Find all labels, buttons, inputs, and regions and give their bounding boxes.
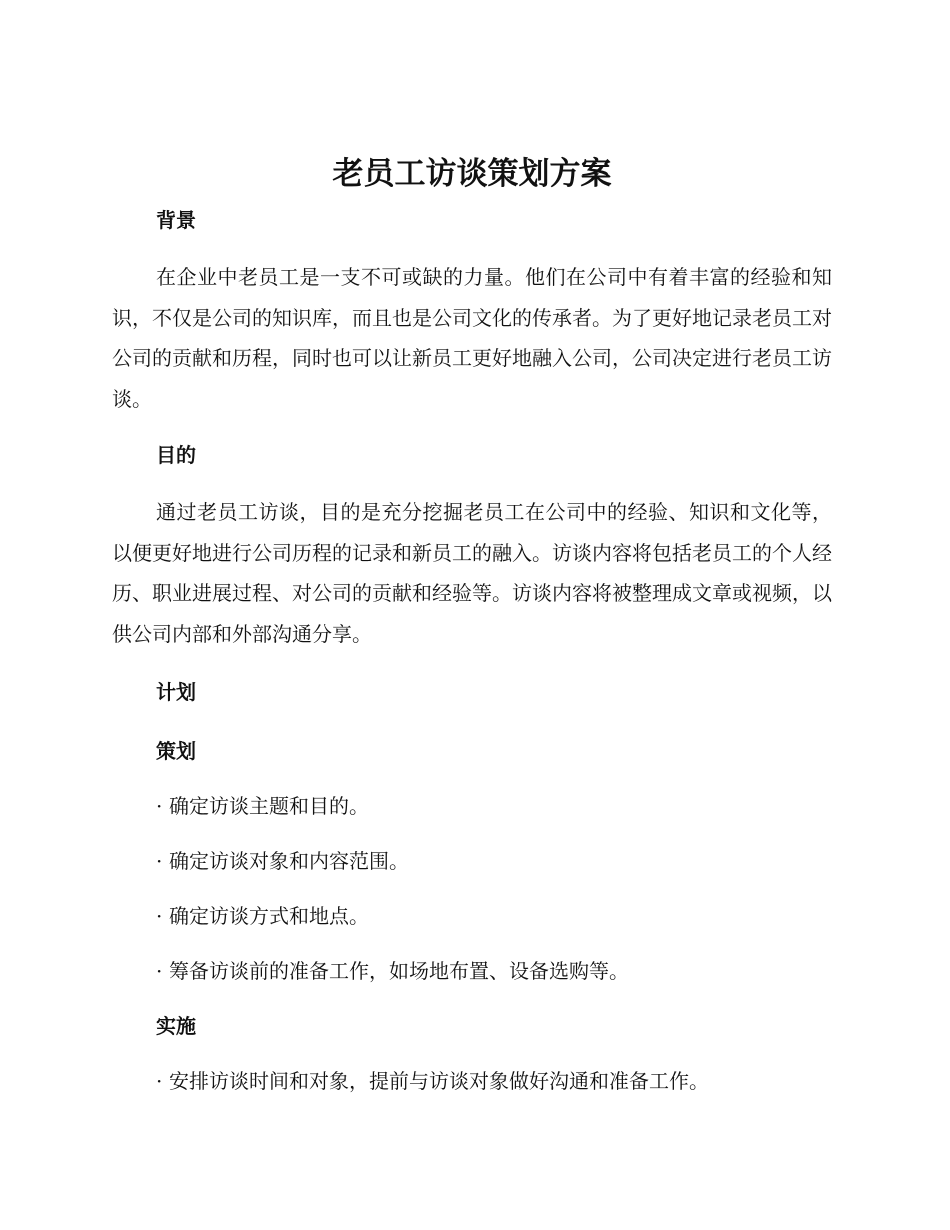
list-item-text: 筹备访谈前的准备工作，如场地布置、设备选购等。	[169, 959, 629, 983]
document-title: 老员工访谈策划方案	[332, 156, 612, 192]
list-item	[112, 792, 832, 820]
list-item	[112, 847, 832, 875]
bullet-marker: ·	[156, 794, 163, 818]
list-item-text: 确定访谈主题和目的。	[169, 794, 369, 818]
section-heading-implementation: 实施	[156, 1014, 196, 1038]
bullet-marker: ·	[156, 904, 163, 928]
document-page	[112, 152, 832, 1095]
list-item	[112, 902, 832, 930]
bullet-marker: ·	[156, 959, 163, 983]
bullet-marker: ·	[156, 849, 163, 873]
list-item-text: 确定访谈方式和地点。	[169, 904, 369, 928]
background-paragraph: 在企业中老员工是一支不可或缺的力量。他们在公司中有着丰富的经验和知识，不仅是公司的知识库，而且也是公司文化的传承者。为了更好地记录老员工对公司的贡献和历程，同时也可以让新员工更好地融入公司，公司决定进行老员工访谈。	[112, 265, 832, 411]
section-heading-plan: 计划	[156, 680, 196, 704]
list-item-text: 安排访谈时间和对象，提前与访谈对象做好沟通和准备工作。	[169, 1069, 709, 1093]
goal-paragraph: 通过老员工访谈，目的是充分挖掘老员工在公司中的经验、知识和文化等，以便更好地进行公司历程的记录和新员工的融入。访谈内容将包括老员工的个人经历、职业进展过程、对公司的贡献和经验等。访谈内容将被整理成文章或视频，以供公司内部和外部沟通分享。	[112, 500, 832, 646]
list-item-text: 确定访谈对象和内容范围。	[169, 849, 409, 873]
bullet-marker: ·	[156, 1069, 163, 1093]
list-item	[112, 957, 832, 985]
list-item	[112, 1067, 832, 1095]
section-heading-goal: 目的	[156, 443, 196, 467]
section-heading-background: 背景	[156, 208, 196, 232]
section-heading-strategy: 策划	[156, 739, 196, 763]
